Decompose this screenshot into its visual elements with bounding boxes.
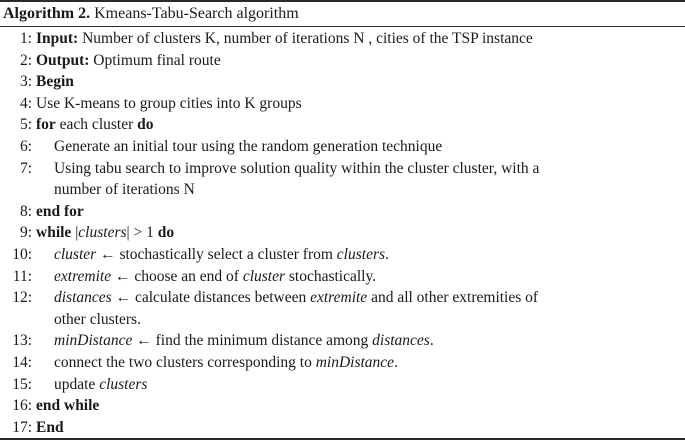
variable: extremite <box>310 289 368 307</box>
line-number: 7: <box>19 159 32 177</box>
line-text: update <box>54 375 100 393</box>
caption-title: Kmeans-Tabu-Search algorithm <box>90 5 299 22</box>
algo-line-7 <box>0 158 685 180</box>
variable: extremite <box>54 267 112 285</box>
variable: cluster <box>54 245 97 263</box>
line-text: stochastically. <box>285 267 377 285</box>
line-number: 13: <box>12 332 32 350</box>
line-text: | <box>71 224 79 242</box>
line-number: 1: <box>19 30 32 47</box>
line-number: 3: <box>19 73 32 91</box>
keyword: while <box>36 224 72 242</box>
variable: clusters <box>336 245 386 263</box>
line-text: other clusters. <box>54 310 141 328</box>
top-rule <box>0 0 685 2</box>
keyword: End <box>36 418 64 436</box>
algo-line-2 <box>0 50 685 72</box>
line-number: 14: <box>12 353 32 371</box>
algo-line-15 <box>0 374 685 396</box>
line-text: . <box>394 353 398 371</box>
variable: cluster <box>242 267 285 285</box>
algorithm-lines <box>0 28 685 438</box>
algo-line-7-continuation <box>0 179 685 201</box>
line-text: ← calculate distances between <box>111 289 311 307</box>
keyword: end for <box>36 202 84 220</box>
keyword: for <box>36 116 56 134</box>
line-number: 16: <box>12 397 32 415</box>
algo-line-12-continuation <box>0 309 685 331</box>
line-text: . <box>429 332 434 350</box>
algo-line-10 <box>0 244 685 266</box>
algo-line-17 <box>0 417 685 439</box>
line-text: each cluster <box>55 116 138 134</box>
line-text: Use K-means to group cities into K groups <box>36 94 302 112</box>
algo-line-9 <box>0 222 685 244</box>
algo-line-11 <box>0 266 685 288</box>
line-text: Generate an initial tour using the random generation technique <box>54 137 443 155</box>
line-number: 8: <box>19 202 32 220</box>
line-text: connect the two clusters corresponding to <box>54 353 316 371</box>
line-text: ← find the minimum distance among <box>132 332 373 350</box>
caption-label: Algorithm 2. <box>3 5 91 22</box>
algo-line-13 <box>0 330 685 352</box>
keyword: Begin <box>36 73 74 91</box>
algo-line-3 <box>0 71 685 93</box>
variable: clusters <box>99 375 148 393</box>
algo-line-12 <box>0 287 685 309</box>
bottom-rule <box>0 438 685 440</box>
keyword: Output: <box>36 51 90 69</box>
header-rule <box>0 26 685 27</box>
line-text: number of iterations N <box>54 181 195 199</box>
line-number: 15: <box>12 375 32 393</box>
line-number: 10: <box>12 245 32 263</box>
line-number: 17: <box>12 418 32 436</box>
algo-line-1 <box>0 28 685 50</box>
keyword: Input: <box>36 30 79 47</box>
algo-line-8 <box>0 201 685 223</box>
keyword: end while <box>36 397 100 415</box>
algo-line-4 <box>0 93 685 115</box>
line-text: Number of clusters K, number of iterations N , cities of the TSP instance <box>78 30 533 47</box>
line-number: 6: <box>19 137 32 155</box>
line-number: 11: <box>12 267 32 285</box>
algorithm-caption <box>3 4 299 24</box>
variable: distances <box>54 289 112 307</box>
line-text: Optimum final route <box>89 51 221 69</box>
line-number: 4: <box>19 94 32 112</box>
line-text: ← stochastically select a cluster from <box>96 245 337 263</box>
algo-line-16 <box>0 395 685 417</box>
line-text: ← choose an end of <box>111 267 243 285</box>
algo-line-14 <box>0 352 685 374</box>
line-number: 9: <box>19 224 32 242</box>
line-text: Using tabu search to improve solution quality within the cluster cluster, with a <box>54 159 540 177</box>
line-text: | > 1 <box>126 224 158 242</box>
keyword: do <box>157 224 175 242</box>
line-text: . <box>385 245 389 263</box>
variable: distances <box>372 332 430 350</box>
keyword: do <box>137 116 154 134</box>
variable: minDistance <box>54 332 133 350</box>
variable: clusters <box>78 224 127 242</box>
line-text: and all other extremities of <box>367 289 539 307</box>
line-number: 5: <box>19 116 32 134</box>
line-number: 2: <box>19 51 32 69</box>
algo-line-6 <box>0 136 685 158</box>
variable: minDistance <box>315 353 395 371</box>
algo-line-5 <box>0 114 685 136</box>
line-number: 12: <box>12 289 32 307</box>
